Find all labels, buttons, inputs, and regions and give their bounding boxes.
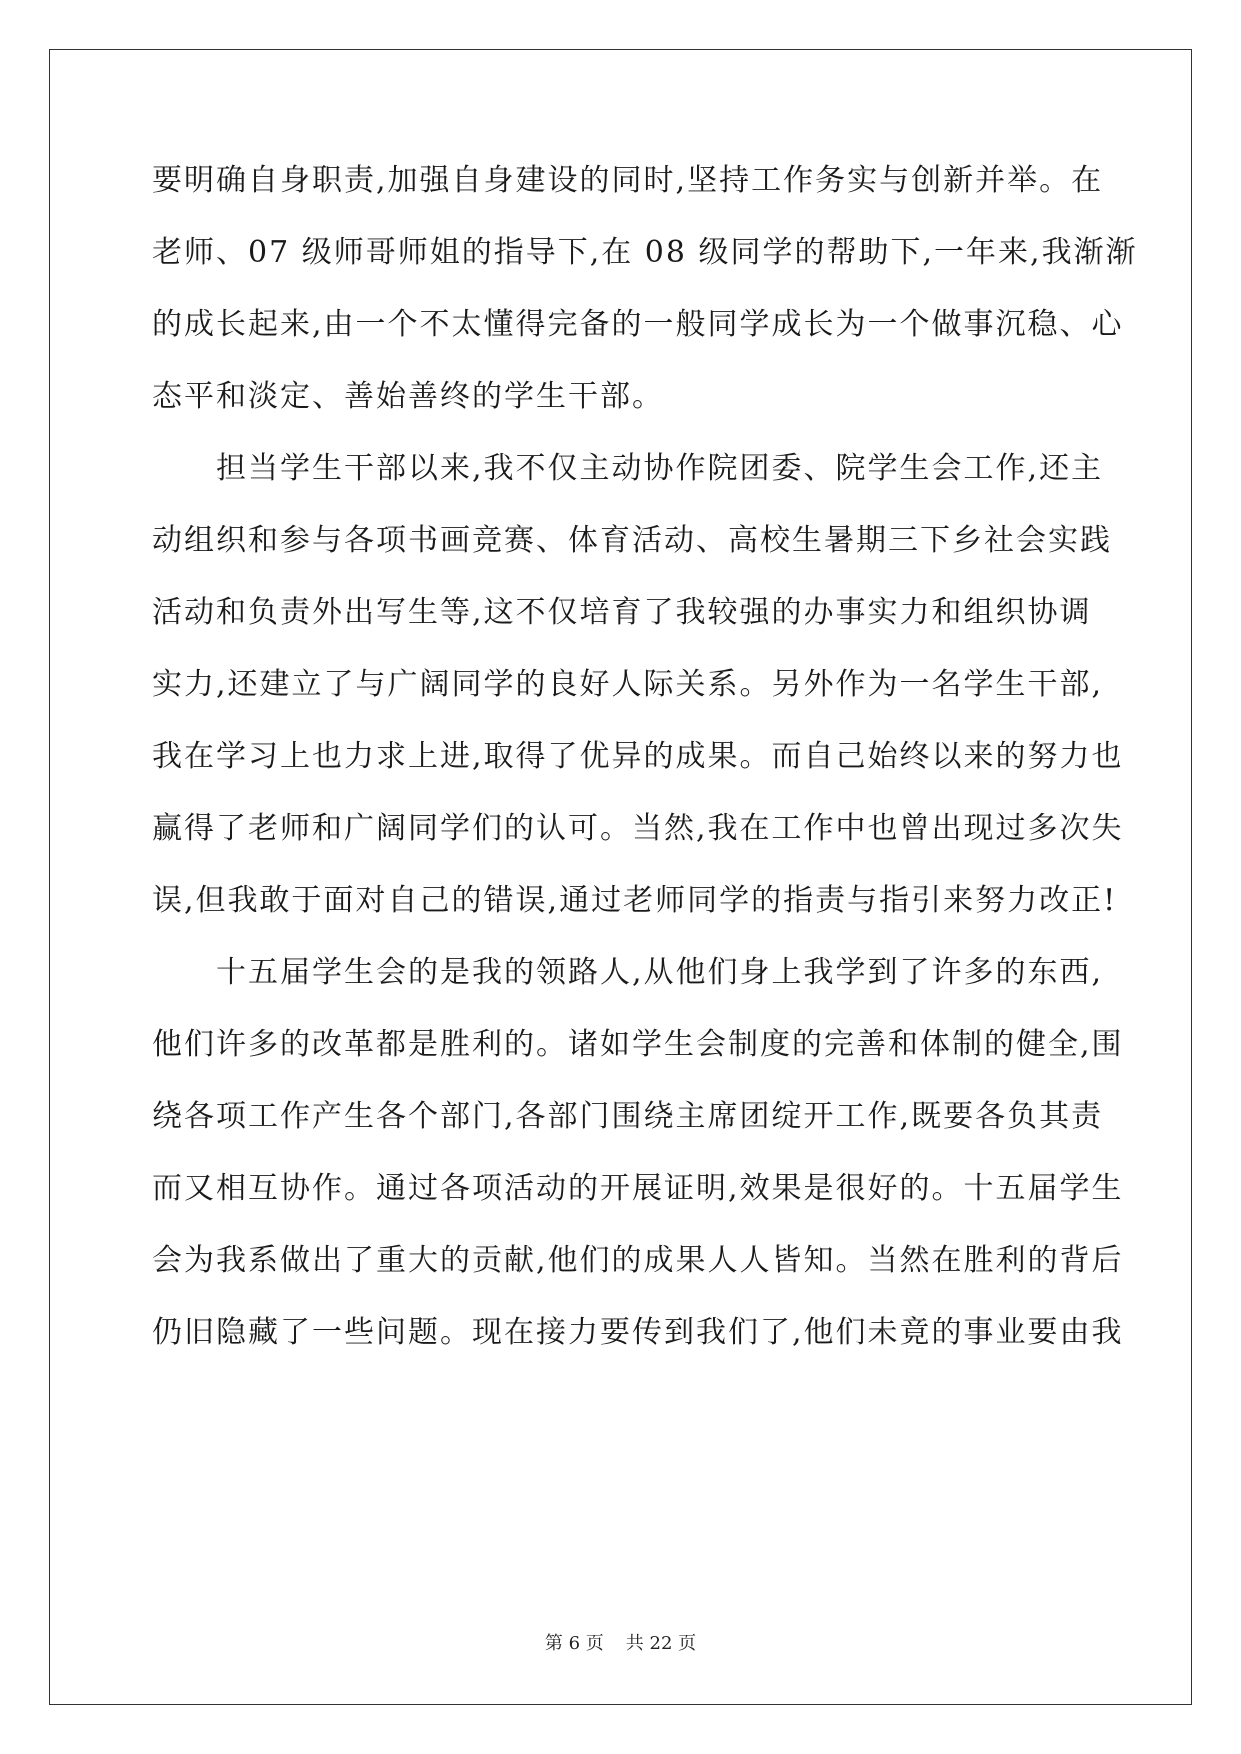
text-line: 他们许多的改革都是胜利的。诸如学生会制度的完善和体制的健全,围 xyxy=(152,1027,1124,1062)
text-line: 十五届学生会的是我的领路人,从他们身上我学到了许多的东西, xyxy=(216,955,1104,990)
text-line: 态平和淡定、善始善终的学生干部。 xyxy=(152,379,664,414)
text-line: 误,但我敢于面对自己的错误,通过老师同学的指责与指引来努力改正! xyxy=(152,883,1118,918)
text-line: 会为我系做出了重大的贡献,他们的成果人人皆知。当然在胜利的背后 xyxy=(152,1243,1124,1278)
text-line: 实力,还建立了与广阔同学的良好人际关系。另外作为一名学生干部, xyxy=(152,667,1104,702)
page-total: 共 22 页 xyxy=(625,1633,697,1654)
text-line: 赢得了老师和广阔同学们的认可。当然,我在工作中也曾出现过多次失 xyxy=(152,811,1124,846)
paragraph-3 xyxy=(152,955,1124,1388)
text-line: 活动和负责外出写生等,这不仅培育了我较强的办事实力和组织协调 xyxy=(152,595,1092,630)
text-line: 仍旧隐藏了一些问题。现在接力要传到我们了,他们未竟的事业要由我 xyxy=(152,1315,1124,1350)
text-line: 担当学生干部以来,我不仅主动协作院团委、院学生会工作,还主 xyxy=(216,451,1104,486)
text-line: 绕各项工作产生各个部门,各部门围绕主席团绽开工作,既要各负其责 xyxy=(152,1099,1104,1134)
paragraph-1 xyxy=(152,163,1138,452)
page-number: 第 6 页 xyxy=(544,1633,604,1654)
page-footer xyxy=(0,1634,1241,1654)
text-line: 的成长起来,由一个不太懂得完备的一般同学成长为一个做事沉稳、心 xyxy=(152,307,1124,342)
paragraph-2 xyxy=(152,451,1124,956)
document-body xyxy=(152,163,1138,1388)
text-line: 而又相互协作。通过各项活动的开展证明,效果是很好的。十五届学生 xyxy=(152,1171,1124,1206)
text-line: 要明确自身职责,加强自身建设的同时,坚持工作务实与创新并举。在 xyxy=(152,163,1104,198)
text-line: 我在学习上也力求上进,取得了优异的成果。而自己始终以来的努力也 xyxy=(152,739,1124,774)
text-line: 动组织和参与各项书画竞赛、体育活动、高校生暑期三下乡社会实践 xyxy=(152,523,1112,558)
text-line: 老师、07 级师哥师姐的指导下,在 08 级同学的帮助下,一年来,我渐渐 xyxy=(152,235,1138,270)
